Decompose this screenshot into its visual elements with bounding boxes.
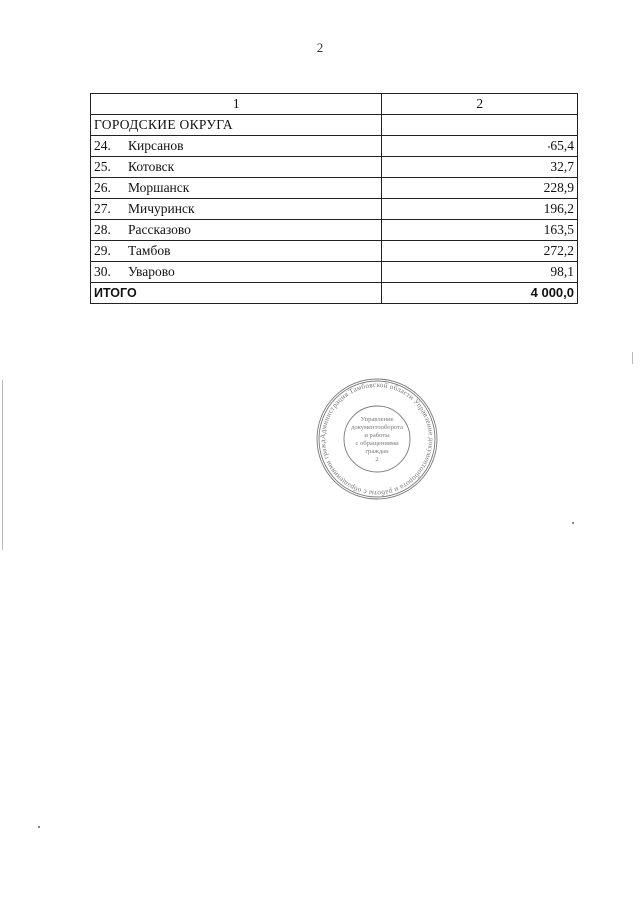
page-number: 2: [316, 40, 324, 55]
district-name: Кирсанов: [128, 138, 184, 153]
table-header-row: [91, 94, 578, 115]
district-name: Уварово: [128, 264, 175, 279]
stamp-inner-line: граждан: [365, 448, 389, 455]
total-row: [91, 283, 578, 304]
stamp-seal-icon: [312, 378, 442, 500]
row-value: 98,1: [382, 262, 578, 283]
stamp-inner-line: с обращениями: [355, 440, 399, 447]
row-number: 27.: [94, 201, 111, 216]
row-number: 24.: [94, 138, 111, 153]
scan-mark: [38, 826, 40, 828]
row-value: 32,7: [382, 157, 578, 178]
stamp-inner-line: и работы: [364, 432, 390, 439]
row-value: 228,9: [382, 178, 578, 199]
scan-mark: [632, 352, 633, 364]
row-value: 272,2: [382, 241, 578, 262]
header-col-2: 2: [382, 94, 578, 115]
table-row: [91, 157, 578, 178]
stamp-outer-ring: [317, 379, 437, 499]
total-value: 4 000,0: [382, 283, 578, 304]
scan-mark: [572, 522, 574, 524]
row-number: 30.: [94, 264, 111, 279]
table-row: [91, 220, 578, 241]
row-value: 65,4: [382, 136, 578, 157]
scan-mark: [548, 146, 550, 148]
district-name: Рассказово: [128, 222, 191, 237]
row-number: 28.: [94, 222, 111, 237]
stamp-inner-line: документооборота: [350, 424, 404, 431]
official-stamp: [312, 378, 442, 500]
row-value: 196,2: [382, 199, 578, 220]
table-row: [91, 199, 578, 220]
section-title: ГОРОДСКИЕ ОКРУГА: [91, 115, 382, 136]
row-value: 163,5: [382, 220, 578, 241]
total-label: ИТОГО: [91, 283, 382, 304]
allocation-table: [90, 93, 578, 304]
table-row: [91, 136, 578, 157]
stamp-outer-text: Администрация Тамбовской области Управление документооборота и работы с обращениями гражд: [318, 380, 436, 498]
district-name: Котовск: [128, 159, 175, 174]
table-row: [91, 241, 578, 262]
district-name: Мичуринск: [128, 201, 195, 216]
table-row: [91, 262, 578, 283]
section-empty-cell: [382, 115, 578, 136]
stamp-inner-line: Управление: [360, 416, 394, 423]
district-name: Тамбов: [128, 243, 171, 258]
row-number: 29.: [94, 243, 111, 258]
scan-mark: [2, 380, 3, 550]
row-number: 25.: [94, 159, 111, 174]
table-row: [91, 178, 578, 199]
section-row: [91, 115, 578, 136]
district-name: Моршанск: [128, 180, 190, 195]
header-col-1: 1: [91, 94, 382, 115]
stamp-inner-line: 2: [375, 456, 379, 463]
row-number: 26.: [94, 180, 111, 195]
